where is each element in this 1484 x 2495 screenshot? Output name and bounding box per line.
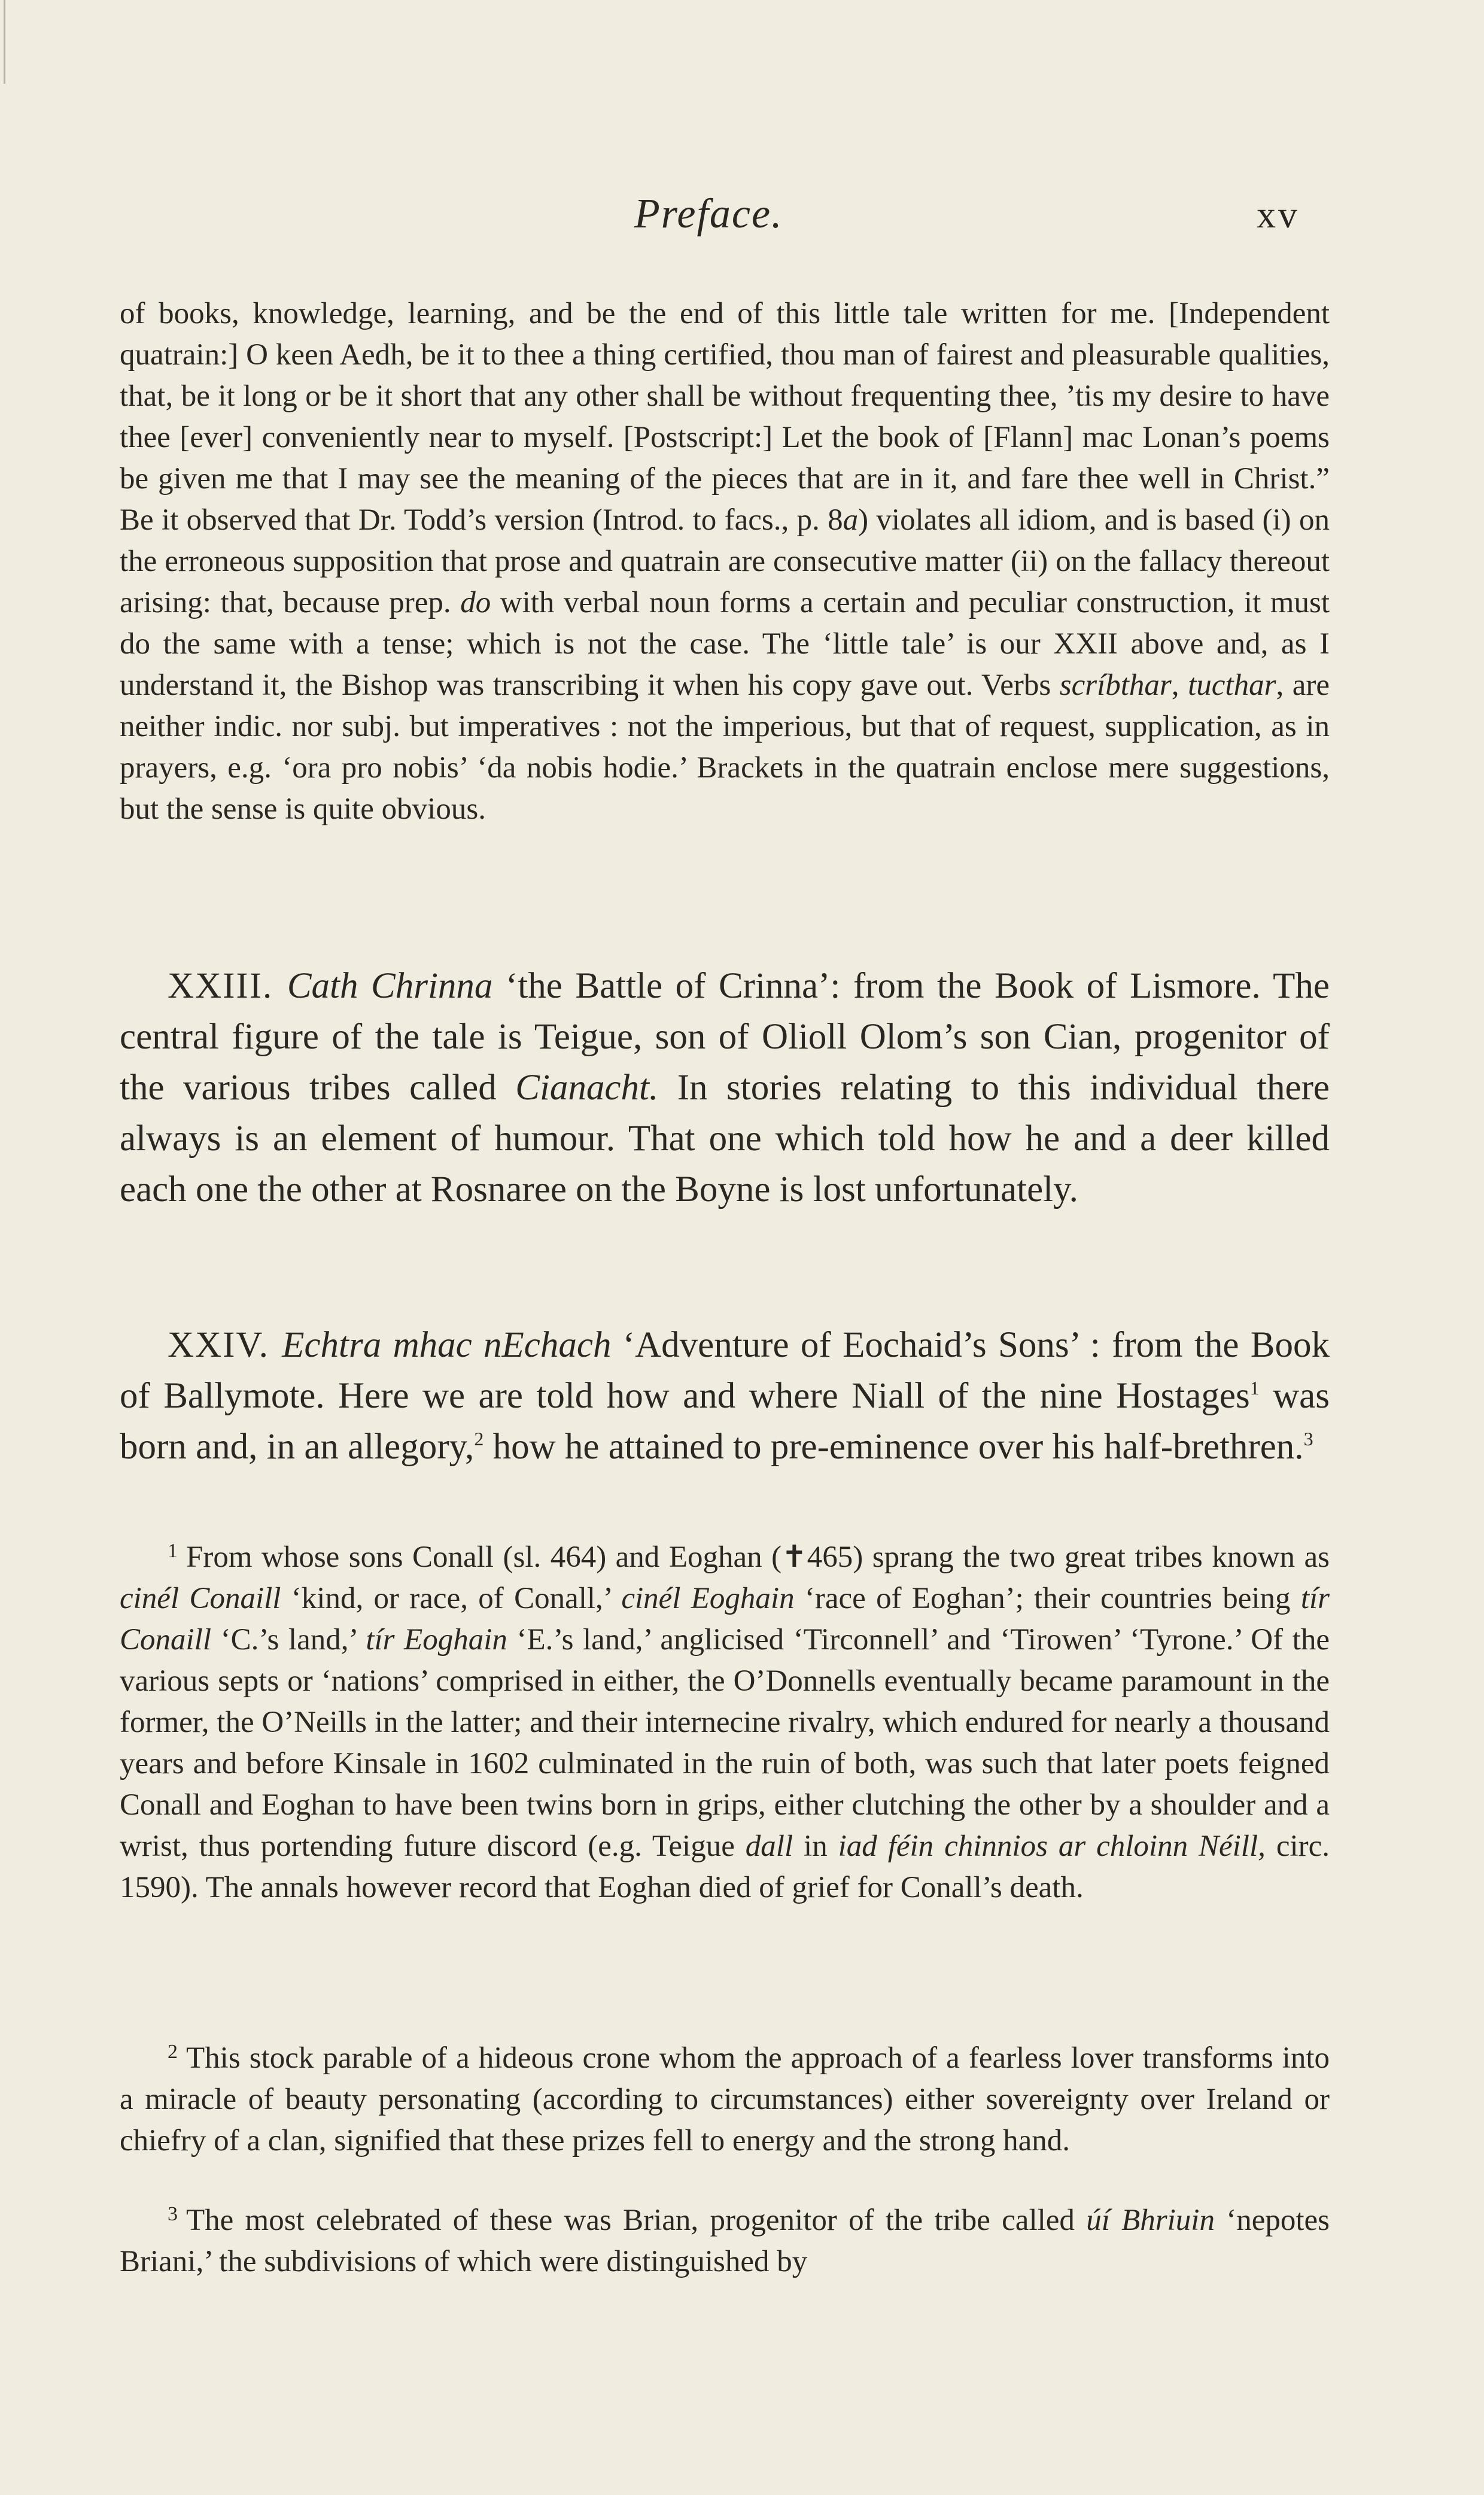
footnote-text: This stock parable of a hideous crone whom the approach of a fearless lover transforms into a miracle of beauty personating (according to circumstances) either sovereignty over Ireland or chiefry of a clan, signified that these prizes fell to energy and the strong hand. [120,2041,1330,2157]
entry-xxiii [120,961,1330,1215]
entry-title: Echtra mhac nEchach [282,1325,612,1365]
running-head [0,190,1484,244]
entry-numeral: XXIII. [168,966,287,1006]
page-number: xv [1257,193,1300,236]
entry-text: how he attained to pre-eminence over his half-brethren. [483,1427,1304,1467]
footnote-text: ‘E.’s land,’ anglicised ‘Tirconnell’ and ‘Tirowen’ ‘Tyrone.’ Of the various septs or ‘nations’ comprised in either, the O’Donnells eventually became paramount in the former, the O’Neills in the latter; and their internecine rivalry, which endured for nearly a thousand years and before Kinsale in 1602 culminated in the ruin of both, was such that later poets feigned Conall and Eoghan to have been twins born in grips, either clutching the other by a shoulder and a wrist, thus portending future discord (e.g. Teigue [120,1623,1330,1863]
entry-xxiv [120,1320,1330,1472]
para-text: , are neither indic. nor subj. but imperatives : not the imperious, but that of request, supplication, as in prayers, e.g. ‘ora pro nobis’ ‘da nobis hodie.’ Brackets in the quatrain enclose mere suggestions, but the sense is quite obvious. [120,668,1330,826]
footnote-number: 3 [168,2203,178,2225]
footnote-italic: úí Bhriuin [1086,2204,1215,2237]
para-italic: tucthar [1188,668,1276,702]
entry-text: was born and, in an allegory, [120,1376,1330,1467]
footnote-text: ‘nepotes Briani,’ the subdivisions of which were distinguished by [120,2204,1330,2278]
para-italic: scríbthar [1059,668,1172,702]
entry-text: ‘Adventure of Eochaid’s Sons’ : from the Book of Ballymote. Here we are told how and where Niall of the nine Hostages [120,1325,1330,1416]
footnote-text: From whose sons Conall (sl. 464) and Eoghan (✝465) sprang the two great tribes known as [186,1540,1330,1574]
footnote-italic: iad féin chinnios ar chloinn Néill, [838,1830,1266,1863]
running-title: Preface. [634,191,783,237]
footnote-ref-3[interactable]: 3 [1303,1428,1313,1449]
footnote-text: ‘C.’s land,’ [211,1623,366,1657]
para-text: , [1171,668,1188,702]
footnote-number: 2 [168,2041,178,2063]
footnote-italic: dall [745,1830,793,1863]
footnote-text: ‘race of Eoghan’; their countries being [794,1582,1301,1615]
footnote-italic: cinél Eoghain [621,1582,795,1615]
para-italic: a [843,503,859,537]
footnote-italic: tír Conaill [120,1582,1330,1657]
footnote-3 [120,2200,1330,2283]
page-edge-mark [4,0,5,84]
entry-text: In stories relating to this individual there always is an element of humour. That one which told how he and a deer killed each one the other at Rosnaree on the Boyne is lost unfortunately. [120,1068,1330,1209]
para-text: ) violates all idiom, and is based (i) on the erroneous supposition that prose and quatrain are consecutive matter (ii) on the fallacy thereout arising: that, because prep. [120,503,1330,619]
footnote-text: The most celebrated of these was Brian, progenitor of the tribe called [186,2204,1087,2237]
entry-text: ‘the Battle of Crinna’: from the Book of Lismore. The central figure of the tale is Teigue, son of Olioll Olom’s son Cian, progenitor of the various tribes called [120,966,1330,1108]
continuation-paragraph [120,293,1330,830]
entry-title: Cath Chrinna [287,966,493,1006]
para-text: with verbal noun forms a certain and peculiar construction, it must do the same with a tense; which is not the case. The ‘little tale’ is our XXII above and, as I understand it, the Bishop was transcribing it when his copy gave out. Verbs [120,586,1330,702]
para-italic: do [460,586,491,619]
footnote-text: in [793,1830,838,1863]
para-text: of books, knowledge, learning, and be the end of this little tale written for me. [Independent quatrain:] O keen Aedh, be it to thee a thing certified, thou man of fairest and pleasurable qualities, that, be it long or be it short that any other shall be without frequenting thee, ’tis my desire to have thee [ever] conveniently near to myself. [Postscript:] Let the book of [Flann] mac Lonan’s poems be given me that I may see the meaning of the pieces that are in it, and fare thee well in Christ.” Be it observed that Dr. Todd’s version (Introd. to facs., p. 8 [120,297,1330,537]
footnote-text: circ. 1590). The annals however record that Eoghan died of grief for Conall’s death. [120,1830,1330,1904]
footnote-ref-1[interactable]: 1 [1249,1377,1260,1399]
entry-numeral: XXIV. [168,1325,282,1365]
footnote-text: ‘kind, or race, of Conall,’ [281,1582,622,1615]
footnote-ref-2[interactable]: 2 [474,1428,484,1449]
footnote-1 [120,1537,1330,1909]
footnote-italic: tír Eoghain [366,1623,507,1657]
entry-italic: Cianacht. [515,1068,659,1108]
footnote-italic: cinél Conaill [120,1582,281,1615]
footnote-number: 1 [168,1540,178,1562]
footnote-2 [120,2038,1330,2162]
